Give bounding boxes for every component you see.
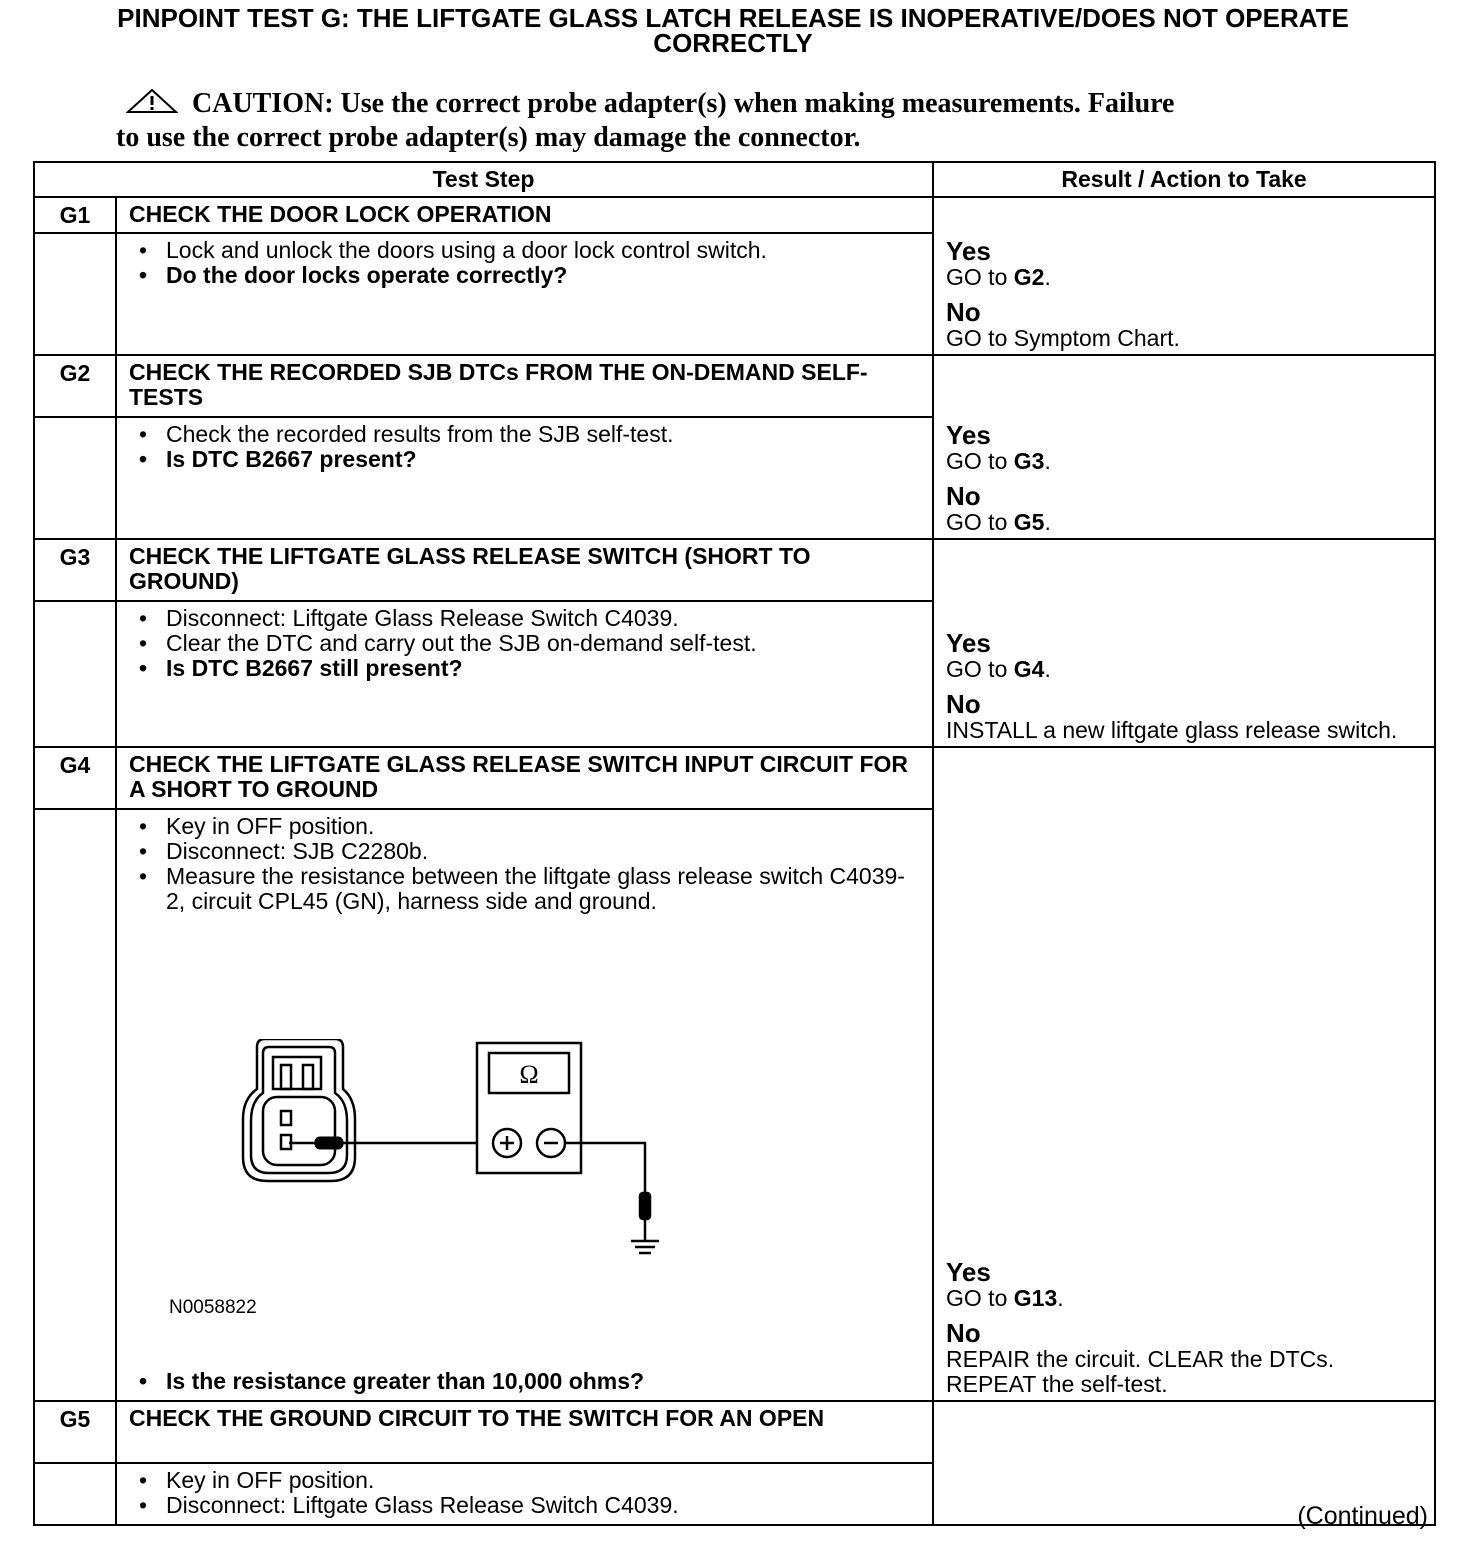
step-id-spacer (34, 417, 116, 539)
yes-label: Yes (946, 420, 991, 450)
step-id-spacer (34, 233, 116, 355)
step-result (933, 197, 1435, 355)
step-heading-row (34, 355, 1435, 417)
table-header-row (34, 162, 1435, 197)
step-id-spacer (34, 809, 116, 1401)
step-heading: CHECK THE LIFTGATE GLASS RELEASE SWITCH (SHORT TO GROUND) (116, 539, 933, 601)
yes-text: GO to (946, 264, 1014, 290)
ohmmeter-connection-diagram (239, 1039, 699, 1279)
step-heading: CHECK THE GROUND CIRCUIT TO THE SWITCH FOR AN OPEN (116, 1401, 933, 1463)
list-item: • Key in OFF position. (129, 1468, 922, 1493)
caution-line-1: CAUTION: Use the correct probe adapter(s) when making measurements. Failure (116, 88, 1346, 122)
step-id: G2 (34, 355, 116, 417)
step-body (116, 809, 933, 1401)
page-title (0, 3, 1466, 58)
warning-triangle-icon (126, 88, 178, 122)
list-item: • Key in OFF position. (129, 814, 922, 839)
no-label: No (946, 297, 981, 327)
list-item: • Disconnect: Liftgate Glass Release Switch C4039. (129, 606, 922, 631)
yes-end: . (1044, 448, 1051, 474)
step-heading: CHECK THE DOOR LOCK OPERATION (116, 197, 933, 233)
yes-label: Yes (946, 236, 991, 266)
list-item: • Disconnect: SJB C2280b. (129, 839, 922, 864)
step-result (933, 355, 1435, 539)
step-id-spacer (34, 601, 116, 747)
step-id: G4 (34, 747, 116, 809)
step-heading-row (34, 197, 1435, 233)
step-body (116, 233, 933, 355)
ohmmeter-figure (129, 914, 922, 1369)
column-header-test-step: Test Step (34, 162, 933, 197)
ground-icon (631, 1241, 659, 1253)
no-text: REPAIR the circuit. CLEAR the DTCs. REPEAT the self-test. (946, 1346, 1335, 1397)
list-item: • Check the recorded results from the SJB self-test. (129, 422, 922, 447)
column-header-result: Result / Action to Take (933, 162, 1435, 197)
title-line-2: CORRECTLY (653, 28, 813, 58)
step-body (116, 417, 933, 539)
step-id: G5 (34, 1401, 116, 1463)
step-result (933, 747, 1435, 1401)
no-end: . (1044, 509, 1051, 535)
yes-end: . (1057, 1285, 1064, 1311)
title-line-1: PINPOINT TEST G: THE LIFTGATE GLASS LATCH RELEASE IS INOPERATIVE/DOES NOT OPERATE (117, 3, 1349, 33)
step-heading: CHECK THE LIFTGATE GLASS RELEASE SWITCH INPUT CIRCUIT FOR A SHORT TO GROUND (116, 747, 933, 809)
ground-lead (565, 1143, 650, 1241)
step-id-spacer (34, 1463, 116, 1525)
step-id: G1 (34, 197, 116, 233)
probe-lead (289, 1137, 477, 1149)
yes-ref: G2 (1013, 264, 1045, 290)
yes-ref: G3 (1013, 448, 1045, 474)
connector-c4039 (243, 1039, 355, 1181)
continued-note: (Continued) (1297, 1502, 1428, 1530)
step-body (116, 1463, 933, 1525)
yes-text: GO to (946, 656, 1014, 682)
yes-label: Yes (946, 1257, 991, 1287)
yes-end: . (1044, 264, 1051, 290)
yes-text: GO to (946, 1285, 1014, 1311)
ohm-symbol: Ω (519, 1060, 539, 1089)
list-item: • Measure the resistance between the liftgate glass release switch C4039-2, circuit CPL45 (GN), harness side and ground. (129, 864, 922, 914)
yes-label: Yes (946, 628, 991, 658)
yes-ref: G4 (1013, 656, 1045, 682)
list-item: • Disconnect: Liftgate Glass Release Switch C4039. (129, 1493, 922, 1518)
yes-ref: G13 (1013, 1285, 1058, 1311)
step-result (933, 539, 1435, 747)
list-item: • Lock and unlock the doors using a door lock control switch. (129, 238, 922, 263)
no-text: GO to Symptom Chart. (946, 325, 1180, 351)
step-heading: CHECK THE RECORDED SJB DTCs FROM THE ON-DEMAND SELF-TESTS (116, 355, 933, 417)
step-question: • Do the door locks operate correctly? (129, 263, 922, 288)
yes-text: GO to (946, 448, 1014, 474)
step-heading-row (34, 539, 1435, 601)
step-question: • Is the resistance greater than 10,000 ohms? (129, 1369, 922, 1394)
list-item: • Clear the DTC and carry out the SJB on-demand self-test. (129, 631, 922, 656)
step-heading-row (34, 747, 1435, 809)
no-label: No (946, 689, 981, 719)
step-id: G3 (34, 539, 116, 601)
step-question: • Is DTC B2667 present? (129, 447, 922, 472)
no-label: No (946, 481, 981, 511)
caution-line-2: to use the correct probe adapter(s) may damage the connector. (116, 122, 861, 153)
yes-end: . (1044, 656, 1051, 682)
step-heading-row (34, 1401, 1435, 1463)
no-text: GO to (946, 509, 1014, 535)
caution-note (116, 88, 1346, 154)
step-question: • Is DTC B2667 still present? (129, 656, 922, 681)
pinpoint-test-table (33, 161, 1436, 1526)
no-text: INSTALL a new liftgate glass release switch. (946, 717, 1398, 743)
no-ref: G5 (1013, 509, 1045, 535)
no-label: No (946, 1318, 981, 1348)
step-body (116, 601, 933, 747)
figure-code: N0058822 (169, 1297, 257, 1318)
